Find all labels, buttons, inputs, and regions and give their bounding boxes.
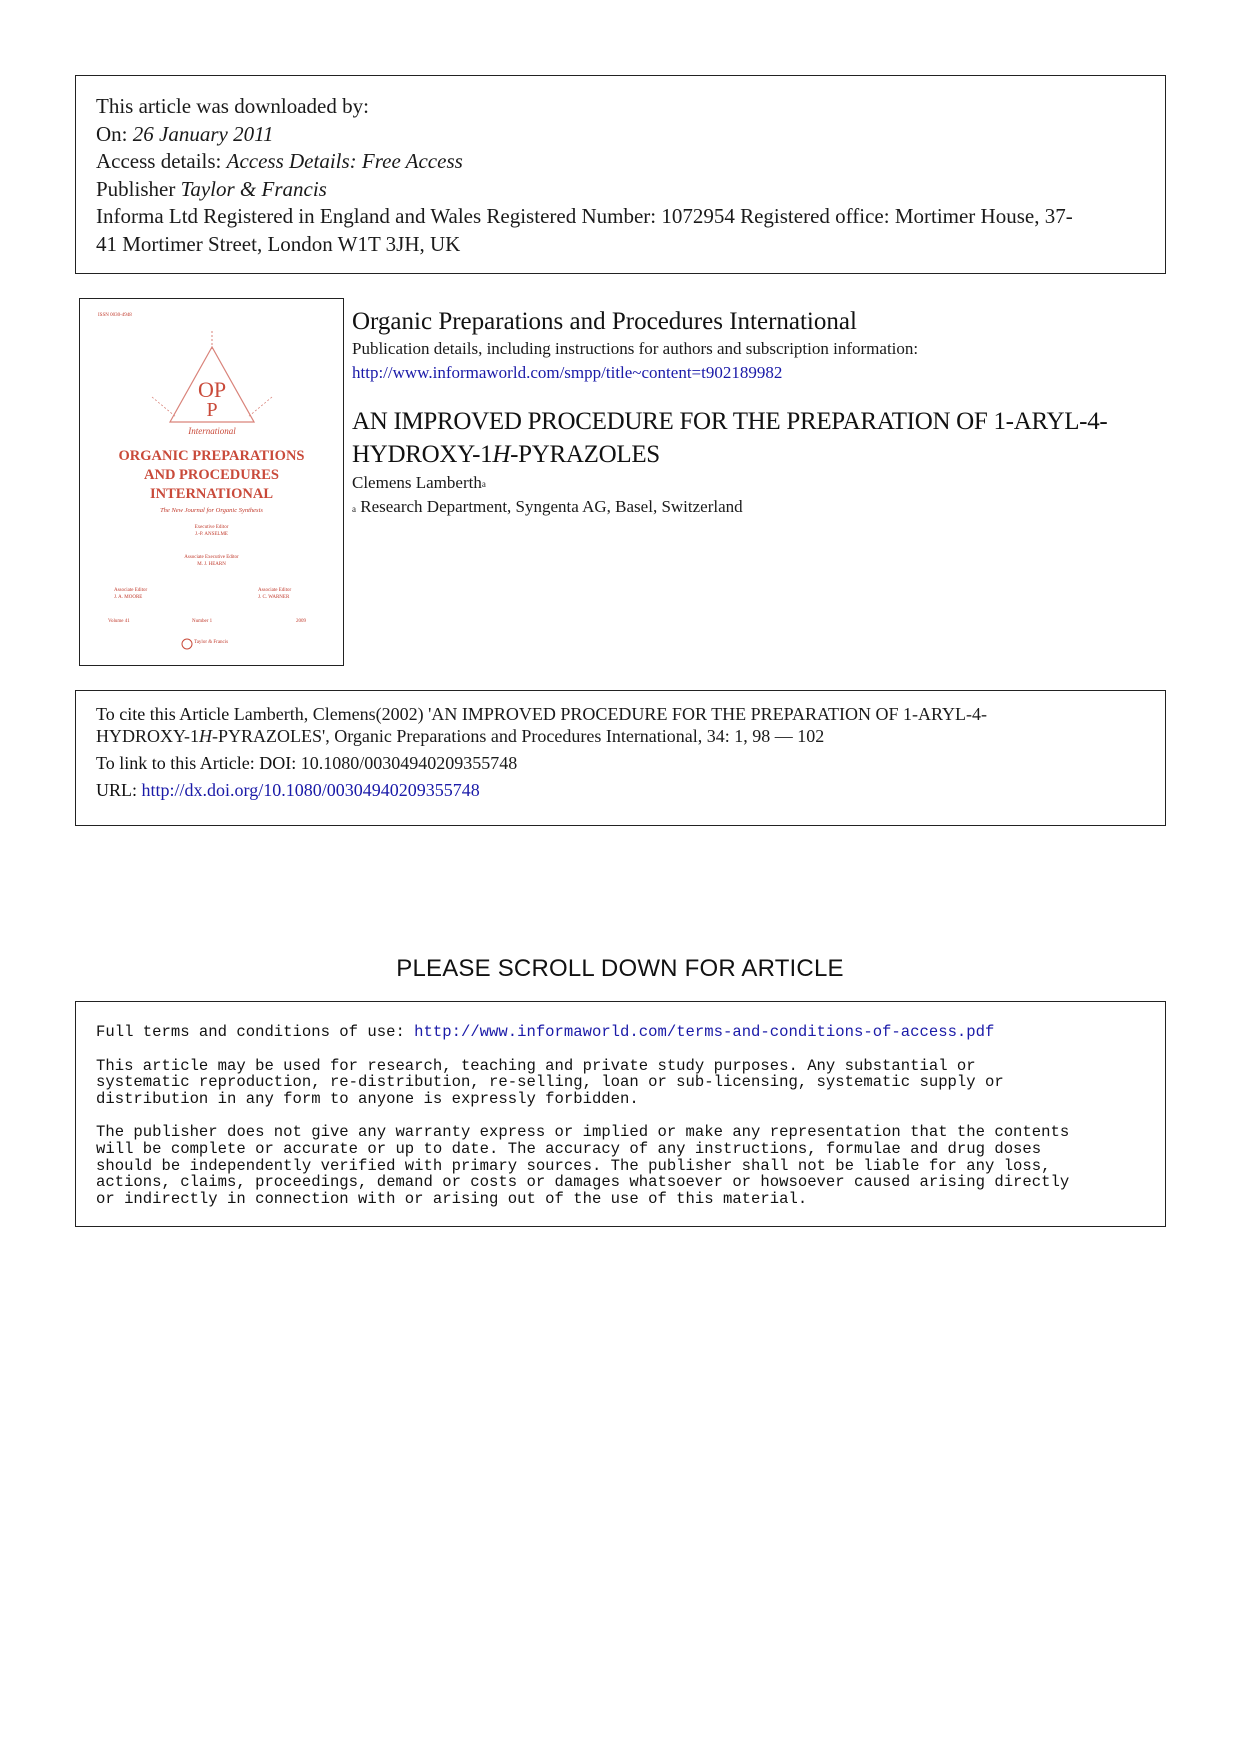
author-name: Clemens Lamberth bbox=[352, 473, 482, 492]
download-date-line bbox=[96, 121, 1145, 149]
publisher-label: Publisher bbox=[96, 176, 181, 201]
affiliation-text: Research Department, Syngenta AG, Basel, Switzerland bbox=[356, 497, 743, 516]
cite-text-italic-h: H bbox=[199, 726, 212, 746]
publisher-line bbox=[96, 176, 1145, 204]
article-title-italic-h: H bbox=[492, 441, 511, 468]
download-line: This article was downloaded by: bbox=[96, 94, 369, 118]
access-details-line bbox=[96, 148, 1145, 176]
citation-box bbox=[75, 690, 1166, 826]
cover-exec-name: J.-P. ANSELME bbox=[195, 532, 228, 537]
cover-number: Number 1 bbox=[192, 619, 213, 624]
cover-assoc-left-name: J. A. MOORE bbox=[114, 595, 143, 600]
terms-box bbox=[75, 1001, 1166, 1227]
author-line bbox=[352, 471, 1142, 494]
logo-letter-p: P bbox=[206, 399, 218, 421]
download-info-box bbox=[75, 75, 1166, 274]
cover-publisher-logo: Taylor & Francis bbox=[194, 640, 229, 645]
cover-assoc-left: Associate Editor bbox=[114, 588, 148, 593]
logo-letters: OP bbox=[197, 377, 227, 402]
opp-logo-icon bbox=[80, 327, 345, 457]
terms-label: Full terms and conditions of use: bbox=[96, 1023, 415, 1041]
journal-title: Organic Preparations and Procedures International bbox=[352, 308, 857, 335]
affiliation-marker: a bbox=[352, 504, 356, 514]
author-affiliation-marker: a bbox=[481, 479, 486, 489]
terms-paragraph-1: This article may be used for research, teaching and private study purposes. Any substantial or systematic reproduction, re-distribution, re-selling, loan or sub-licensing, systematic supply or distribution in any form to anyone is expressly forbidden. bbox=[96, 1056, 1004, 1108]
cite-label: To cite this Article bbox=[96, 704, 234, 724]
cover-title-1: ORGANIC PREPARATIONS bbox=[118, 448, 305, 464]
cover-issn: ISSN 0030-4948 bbox=[98, 313, 132, 318]
journal-cover-image bbox=[79, 298, 344, 666]
doi-label: To link to this Article: DOI: bbox=[96, 753, 301, 773]
cover-assoc-right-name: J. C. WARNER bbox=[258, 595, 290, 600]
registered-line-1: Informa Ltd Registered in England and Wales Registered Number: 1072954 Registered office: Mortimer House, 37- bbox=[96, 204, 1073, 228]
journal-info bbox=[352, 306, 1142, 520]
date-value: 26 January 2011 bbox=[132, 121, 274, 146]
cover-year: 2009 bbox=[296, 619, 306, 624]
access-label: Access details: bbox=[96, 149, 227, 173]
cover-title-2: AND PROCEDURES bbox=[144, 467, 279, 483]
doi-url-link[interactable]: http://dx.doi.org/10.1080/00304940209355748 bbox=[141, 780, 480, 800]
terms-line bbox=[96, 1024, 1145, 1041]
article-title-line-2a: HYDROXY-1 bbox=[352, 441, 493, 468]
cite-text-1: Lamberth, Clemens(2002) 'AN IMPROVED PROCEDURE FOR THE PREPARATION OF 1-ARYL-4- bbox=[233, 704, 987, 724]
cover-title-3: INTERNATIONAL bbox=[149, 486, 273, 502]
terms-paragraph-2: The publisher does not give any warranty express or implied or make any representation that the contents will be complete or accurate or up to date. The accuracy of any instructions, formulae and drug doses should be independently verified with primary sources. The publisher shall not be liable for any loss, actions, claims, proceedings, demand or costs or damages whatsoever or howsoever caused arising directly or indirectly in connection with or arising out of the use of this material. bbox=[96, 1123, 1070, 1208]
registered-line-2: 41 Mortimer Street, London W1T 3JH, UK bbox=[96, 231, 461, 256]
cover-subtitle: The New Journal for Organic Synthesis bbox=[160, 507, 263, 514]
access-value: Access Details: Free Access bbox=[226, 149, 463, 173]
cover-assoc-exec: Associate Executive Editor bbox=[184, 555, 239, 560]
scroll-notice: PLEASE SCROLL DOWN FOR ARTICLE bbox=[396, 955, 844, 982]
cite-text-2c: -PYRAZOLES', Organic Preparations and Procedures International, 34: 1, 98 — 102 bbox=[212, 726, 825, 746]
cover-assoc-right: Associate Editor bbox=[258, 588, 292, 593]
article-title bbox=[352, 405, 1142, 471]
cite-text-2a: HYDROXY-1 bbox=[96, 726, 199, 746]
cover-volume: Volume 41 bbox=[108, 619, 130, 624]
affiliation-line bbox=[352, 494, 1142, 520]
journal-url-link[interactable]: http://www.informaworld.com/smpp/title~content=t902189982 bbox=[352, 363, 783, 382]
terms-url-link[interactable]: http://www.informaworld.com/terms-and-conditions-of-access.pdf bbox=[414, 1023, 995, 1041]
date-label: On: bbox=[96, 121, 133, 146]
article-title-line-1: AN IMPROVED PROCEDURE FOR THE PREPARATION OF 1-ARYL-4- bbox=[352, 408, 1108, 435]
cite-row bbox=[96, 703, 1145, 747]
doi-value: 10.1080/00304940209355748 bbox=[300, 753, 518, 773]
doi-row bbox=[96, 752, 1145, 774]
publication-details: Publication details, including instructions for authors and subscription information: bbox=[352, 339, 919, 358]
url-row bbox=[96, 779, 1145, 801]
logo-sub: International bbox=[188, 426, 236, 436]
publisher-value: Taylor & Francis bbox=[180, 176, 327, 201]
cover-assoc-exec-name: M. J. HEARN bbox=[197, 562, 226, 567]
cover-exec-editor: Executive Editor bbox=[194, 525, 229, 530]
url-label: URL: bbox=[96, 780, 142, 800]
article-title-line-2c: -PYRAZOLES bbox=[510, 441, 660, 468]
